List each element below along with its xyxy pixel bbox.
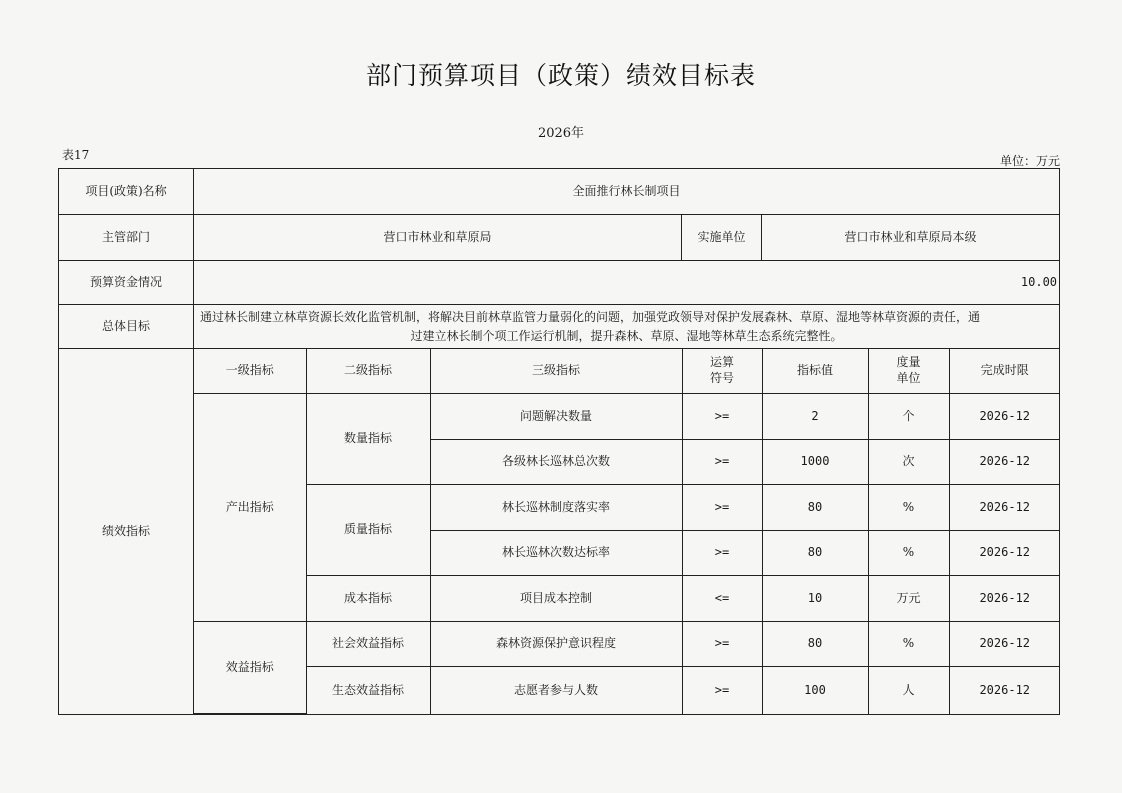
kpi-value: 2 [762, 394, 868, 440]
goal-line-2: 过建立林长制个项工作运行机制，提升森林、草原、湿地等林草生态系统完整性。 [410, 328, 843, 343]
budget-value: 10.00 [194, 261, 1060, 305]
department-row [59, 215, 1060, 261]
table-row [194, 667, 1060, 714]
kpi-header-row [194, 349, 1060, 394]
department-value: 营口市林业和草原局 [194, 215, 682, 261]
performance-row [59, 349, 1060, 715]
kpi-value: 80 [762, 530, 868, 576]
goal-label: 总体目标 [59, 305, 194, 349]
kpi-name: 志愿者参与人数 [430, 667, 682, 714]
table-row [194, 621, 1060, 667]
page-title: 部门预算项目（政策）绩效目标表 [365, 61, 756, 90]
performance-label: 绩效指标 [59, 349, 194, 715]
performance-target-table [58, 168, 1060, 715]
table-number: 表17 [62, 148, 90, 162]
kpi-deadline: 2026-12 [949, 576, 1060, 622]
kpi-deadline: 2026-12 [949, 530, 1060, 576]
budget-label: 预算资金情况 [59, 261, 194, 305]
kpi-value: 80 [762, 485, 868, 531]
kpi-unit: 万元 [868, 576, 949, 622]
kpi-operator: >= [682, 667, 762, 714]
sub-social: 社会效益指标 [306, 621, 430, 667]
table-row [194, 576, 1060, 622]
header-target: 指标值 [762, 349, 868, 394]
implementer-value: 营口市林业和草原局本级 [762, 215, 1060, 261]
project-value: 全面推行林长制项目 [194, 169, 1060, 215]
project-label: 项目(政策)名称 [59, 169, 194, 215]
kpi-operator: <= [682, 576, 762, 622]
goal-text [194, 305, 1060, 349]
table-row [194, 485, 1060, 531]
group-benefit: 效益指标 [194, 621, 306, 713]
kpi-deadline: 2026-12 [949, 485, 1060, 531]
department-label: 主管部门 [59, 215, 194, 261]
kpi-name: 各级林长巡林总次数 [430, 439, 682, 485]
kpi-deadline: 2026-12 [949, 621, 1060, 667]
header-deadline: 完成时限 [949, 349, 1060, 394]
kpi-deadline: 2026-12 [949, 394, 1060, 440]
project-row [59, 169, 1060, 215]
kpi-operator: >= [682, 439, 762, 485]
kpi-operator: >= [682, 530, 762, 576]
kpi-operator: >= [682, 485, 762, 531]
kpi-value: 80 [762, 621, 868, 667]
kpi-name: 森林资源保护意识程度 [430, 621, 682, 667]
header-level3: 三级指标 [430, 349, 682, 394]
table-row [194, 394, 1060, 440]
kpi-deadline: 2026-12 [949, 439, 1060, 485]
kpi-unit: % [868, 530, 949, 576]
kpi-name: 林长巡林次数达标率 [430, 530, 682, 576]
group-output: 产出指标 [194, 394, 306, 622]
currency-unit: 单位：万元 [999, 154, 1060, 168]
kpi-name: 项目成本控制 [430, 576, 682, 622]
kpi-unit: % [868, 485, 949, 531]
kpi-name: 林长巡林制度落实率 [430, 485, 682, 531]
kpi-unit: 人 [868, 667, 949, 714]
sub-cost: 成本指标 [306, 576, 430, 622]
kpi-deadline: 2026-12 [949, 667, 1060, 714]
kpi-table [194, 349, 1060, 714]
kpi-unit: 次 [868, 439, 949, 485]
header-operator: 运算 符号 [682, 349, 762, 394]
kpi-unit: % [868, 621, 949, 667]
header-level1: 一级指标 [194, 349, 306, 394]
sub-quantity: 数量指标 [306, 394, 430, 485]
kpi-name: 问题解决数量 [430, 394, 682, 440]
implementer-label: 实施单位 [682, 215, 762, 261]
kpi-operator: >= [682, 394, 762, 440]
kpi-operator: >= [682, 621, 762, 667]
budget-year: 2026年 [537, 126, 585, 141]
kpi-value: 100 [762, 667, 868, 714]
budget-row [59, 261, 1060, 305]
sub-eco: 生态效益指标 [306, 667, 430, 714]
goal-line-1: 通过林长制建立林草资源长效化监管机制，将解决目前林草监管力量弱化的问题，加强党政领导对保护发展森林、草原、湿地等林草资源的责任，通 [200, 309, 981, 324]
goal-row [59, 305, 1060, 349]
kpi-value: 10 [762, 576, 868, 622]
sub-quality: 质量指标 [306, 485, 430, 576]
kpi-value: 1000 [762, 439, 868, 485]
header-level2: 二级指标 [306, 349, 430, 394]
kpi-unit: 个 [868, 394, 949, 440]
header-measure-unit: 度量 单位 [868, 349, 949, 394]
